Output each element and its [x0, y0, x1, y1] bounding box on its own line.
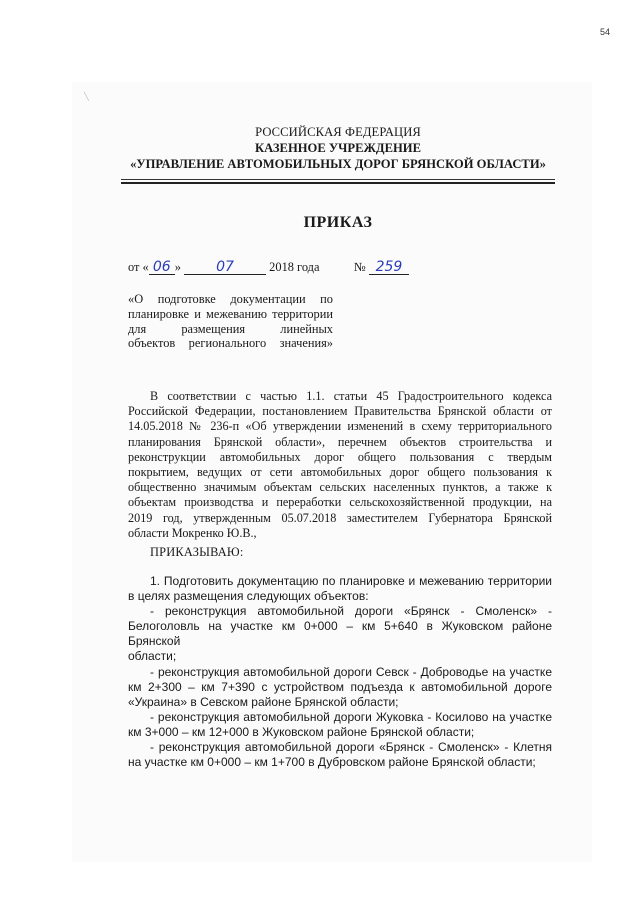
page-number: 54: [599, 27, 610, 37]
scan-artifact: ╲: [84, 92, 89, 101]
item-line: - реконструкция автомобильной дороги «Брянск - Смоленск» -: [150, 604, 552, 619]
item-line: на участке км 0+000 – км 1+700 в Дубровском районе Брянской области;: [128, 755, 536, 770]
item-line: Белоголовль на участке км 0+000 – км 5+640 в Жуковском районе Брянской: [128, 619, 552, 649]
preamble-paragraph: [128, 389, 552, 541]
item-line: - реконструкция автомобильной дороги Жуковка - Косилово на участке: [150, 709, 552, 724]
number-prefix: №: [354, 260, 366, 274]
body-line: Российской Федерации, постановлением Правительства Брянской области от: [128, 404, 552, 419]
date-day-handwritten: 06: [152, 259, 171, 275]
body-line: 2019 год, утвержденным 05.07.2018 заместителем Губернатора Брянской: [128, 510, 552, 525]
letterhead-rule-thin: [121, 179, 555, 180]
order-number: [354, 260, 409, 275]
item-line: км 2+300 – км 7+390 с устройством подъезда к автомобильной дороге: [128, 679, 552, 694]
body-line: реконструкции автомобильных дорог общего пользования с твердым: [128, 449, 552, 464]
date-month-field: [184, 260, 266, 275]
date-mid: »: [174, 260, 181, 274]
subject-line: объектов регионального значения»: [128, 336, 333, 351]
number-field: [369, 260, 409, 275]
item-line: в целях размещения следующих объектов:: [128, 589, 369, 604]
body-line: 14.05.2018 № 236-п «Об утверждении изменений в схему территориального: [128, 419, 552, 434]
body-line: планирования Брянской области», перечнем объектов строительства и: [128, 434, 552, 449]
document-title: ПРИКАЗ: [303, 214, 373, 231]
order-subject: [128, 292, 333, 351]
letterhead-institution-type: КАЗЕННОЕ УЧРЕЖДЕНИЕ: [255, 141, 421, 155]
item-line: области;: [128, 649, 177, 664]
subject-line: планировке и межеванию территории: [128, 306, 333, 321]
body-line: В соответствии с частью 1.1. статьи 45 Градостроительного кодекса: [150, 389, 552, 403]
date-month-handwritten: 07: [216, 259, 234, 275]
body-line: области Мокренко Ю.В.,: [128, 525, 257, 540]
item-line: «Украина» в Севском районе Брянской области;: [128, 694, 399, 709]
date-year: 2018 года: [269, 260, 320, 274]
date-day-field: [149, 260, 175, 275]
number-handwritten: 259: [375, 259, 403, 275]
letterhead-organization: «УПРАВЛЕНИЕ АВТОМОБИЛЬНЫХ ДОРОГ БРЯНСКОЙ ОБЛАСТИ»: [130, 157, 546, 171]
item-line: - реконструкция автомобильной дороги «Брянск - Смоленск» - Клетня: [150, 740, 552, 755]
item-line: км 3+000 – км 12+000 в Жуковском районе Брянской области;: [128, 724, 475, 739]
subject-line: «О подготовке документации по: [128, 292, 333, 306]
body-line: общественно значимым объектам сельских населенных пунктов, а также к: [128, 480, 552, 495]
letterhead-country: РОССИЙСКАЯ ФЕДЕРАЦИЯ: [255, 125, 421, 139]
order-items: [128, 574, 552, 770]
order-directive: ПРИКАЗЫВАЮ:: [150, 545, 244, 559]
order-date: [128, 260, 319, 275]
body-line: объектам производства и переработки сельскохозяйственной продукции, на: [128, 495, 552, 510]
item-line: 1. Подготовить документацию по планировке и межеванию территории: [150, 574, 552, 588]
letterhead: [118, 124, 558, 172]
subject-line: для размещения линейных: [128, 321, 333, 336]
body-line: покрытием, ведущих от сети автомобильных дорог общего пользования к: [128, 465, 552, 480]
item-line: - реконструкция автомобильной дороги Севск - Доброводье на участке: [150, 664, 552, 679]
letterhead-rule-thick: [121, 182, 555, 184]
date-prefix: от «: [128, 260, 149, 274]
